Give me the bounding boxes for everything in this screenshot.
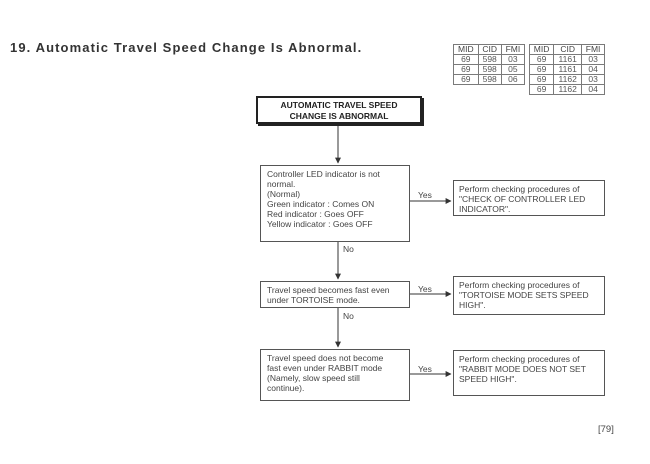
condition-line: Travel speed becomes fast even	[267, 285, 390, 295]
codes-cell: 69	[454, 75, 479, 85]
action-box-3	[453, 350, 605, 396]
codes-header: CID	[478, 45, 501, 55]
start-line: AUTOMATIC TRAVEL SPEED	[280, 100, 398, 110]
condition-line: fast even under RABBIT mode	[267, 363, 383, 373]
action-line: "RABBIT MODE DOES NOT SET	[459, 364, 586, 374]
start-box	[256, 96, 422, 124]
codes-cell: 598	[478, 55, 501, 65]
yes-label-2: Yes	[418, 284, 432, 294]
no-label-1: No	[343, 244, 354, 254]
yes-label-3: Yes	[418, 364, 432, 374]
condition-line: under TORTOISE mode.	[267, 295, 360, 305]
start-line: CHANGE IS ABNORMAL	[289, 111, 389, 121]
action-line: HIGH".	[459, 300, 486, 310]
condition-line: (Namely, slow speed still	[267, 373, 360, 383]
no-label-2: No	[343, 311, 354, 321]
codes-header: FMI	[501, 45, 524, 55]
action-line: Perform checking procedures of	[459, 280, 580, 290]
codes-cell: 598	[478, 65, 501, 75]
codes-header: FMI	[582, 45, 605, 55]
codes-cell: 69	[530, 55, 554, 65]
action-line: INDICATOR".	[459, 204, 511, 214]
codes-header: MID	[530, 45, 554, 55]
condition-line: (Normal)	[267, 189, 301, 199]
action-line: "CHECK OF CONTROLLER LED	[459, 194, 586, 204]
codes-cell: 05	[501, 65, 524, 75]
codes-cell: 03	[501, 55, 524, 65]
action-box-1	[453, 180, 605, 216]
codes-cell: 04	[582, 85, 605, 95]
codes-cell: 1162	[554, 75, 582, 85]
yes-label-1: Yes	[418, 190, 432, 200]
codes-cell: 03	[582, 75, 605, 85]
condition-box-2	[260, 281, 410, 308]
condition-line: normal.	[267, 179, 296, 189]
codes-cell: 03	[582, 55, 605, 65]
codes-cell: 69	[454, 65, 479, 75]
action-box-2	[453, 276, 605, 315]
codes-header: MID	[454, 45, 479, 55]
codes-cell: 1161	[554, 65, 582, 75]
codes-cell: 69	[530, 65, 554, 75]
codes-cell: 598	[478, 75, 501, 85]
codes-cell: 69	[454, 55, 479, 65]
codes-header: CID	[554, 45, 582, 55]
codes-cell: 1161	[554, 55, 582, 65]
page-number: [79]	[598, 424, 614, 435]
condition-box-3	[260, 349, 410, 401]
codes-cell: 1162	[554, 85, 582, 95]
condition-line: Red indicator : Goes OFF	[267, 209, 364, 219]
action-line: "TORTOISE MODE SETS SPEED	[459, 290, 589, 300]
condition-line: Green indicator : Comes ON	[267, 199, 375, 209]
codes-cell: 06	[501, 75, 524, 85]
codes-cell: 04	[582, 65, 605, 75]
condition-line: Yellow indicator : Goes OFF	[267, 219, 373, 229]
condition-line: Travel speed does not become	[267, 353, 384, 363]
condition-line: continue).	[267, 383, 305, 393]
action-line: Perform checking procedures of	[459, 354, 580, 364]
action-line: SPEED HIGH".	[459, 374, 517, 384]
condition-box-1	[260, 165, 410, 242]
codes-cell: 69	[530, 85, 554, 95]
condition-line: Controller LED indicator is not	[267, 169, 380, 179]
action-line: Perform checking procedures of	[459, 184, 580, 194]
page-title: 19. Automatic Travel Speed Change Is Abnormal.	[10, 40, 363, 55]
codes-cell: 69	[530, 75, 554, 85]
